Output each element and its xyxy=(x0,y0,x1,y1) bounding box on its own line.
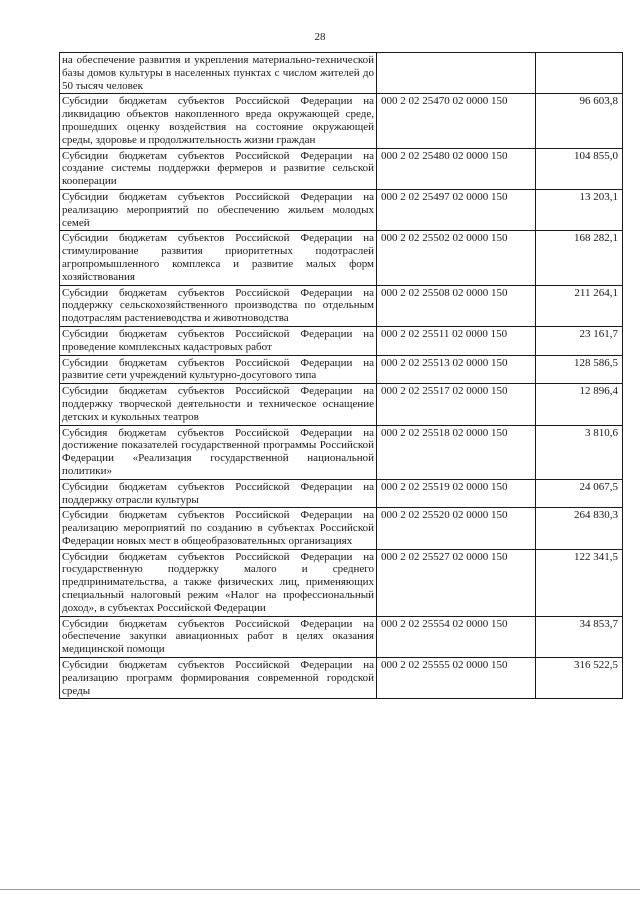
subsidy-sum: 122 341,5 xyxy=(536,549,623,616)
subsidy-name: Субсидии бюджетам субъектов Российской Федерации на реализацию программ формирования современной городской среды xyxy=(60,658,377,699)
subsidy-name: Субсидии бюджетам субъектов Российской Федерации на проведение комплексных кадастровых работ xyxy=(60,326,377,355)
table-row xyxy=(60,355,623,384)
table-row xyxy=(60,549,623,616)
subsidy-sum: 13 203,1 xyxy=(536,189,623,230)
subsidy-name: Субсидии бюджетам субъектов Российской Федерации на ликвидацию объектов накопленного вреда окружающей среде, прошедших оценку воздействия на состояние окружающей среды, здоровье и продолжительность жизни граждан xyxy=(60,94,377,148)
budget-code: 000 2 02 25527 02 0000 150 xyxy=(377,549,536,616)
budget-code: 000 2 02 25518 02 0000 150 xyxy=(377,425,536,479)
budget-code: 000 2 02 25554 02 0000 150 xyxy=(377,616,536,657)
budget-table xyxy=(59,52,623,699)
subsidy-sum: 12 896,4 xyxy=(536,384,623,425)
subsidy-sum: 34 853,7 xyxy=(536,616,623,657)
subsidy-name: Субсидия бюджетам субъектов Российской Федерации на достижение показателей государственной программы Российской Федерации «Реализация государственной национальной политики» xyxy=(60,425,377,479)
table-row xyxy=(60,508,623,549)
budget-code: 000 2 02 25508 02 0000 150 xyxy=(377,285,536,326)
subsidy-name: Субсидии бюджетам субъектов Российской Федерации на поддержку сельскохозяйственного производства по отдельным подотраслям растениеводства и животноводства xyxy=(60,285,377,326)
subsidy-name: Субсидии бюджетам субъектов Российской Федерации на создание системы поддержки фермеров и развитие сельской кооперации xyxy=(60,148,377,189)
budget-code: 000 2 02 25502 02 0000 150 xyxy=(377,231,536,285)
budget-code: 000 2 02 25520 02 0000 150 xyxy=(377,508,536,549)
budget-code: 000 2 02 25480 02 0000 150 xyxy=(377,148,536,189)
subsidy-sum: 168 282,1 xyxy=(536,231,623,285)
subsidy-name: Субсидии бюджетам субъектов Российской Федерации на стимулирование развития приоритетных подотраслей агропромышленного комплекса и развитие малых форм хозяйствования xyxy=(60,231,377,285)
subsidy-name: на обеспечение развития и укрепления материально-технической базы домов культуры в населенных пунктах с числом жителей до 50 тысяч человек xyxy=(60,53,377,94)
table-row xyxy=(60,616,623,657)
budget-code xyxy=(377,53,536,94)
subsidy-name: Субсидии бюджетам субъектов Российской Федерации на развитие сети учреждений культурно-досугового типа xyxy=(60,355,377,384)
table-row xyxy=(60,231,623,285)
table-row xyxy=(60,658,623,699)
budget-code: 000 2 02 25517 02 0000 150 xyxy=(377,384,536,425)
budget-code: 000 2 02 25470 02 0000 150 xyxy=(377,94,536,148)
subsidy-name: Субсидии бюджетам субъектов Российской Федерации на государственную поддержку малого и среднего предпринимательства, а также физических лиц, применяющих специальный налоговый режим «Налог на профессиональный доход», в субъектах Российской Федерации xyxy=(60,549,377,616)
budget-code: 000 2 02 25519 02 0000 150 xyxy=(377,479,536,508)
table-row xyxy=(60,94,623,148)
budget-code: 000 2 02 25513 02 0000 150 xyxy=(377,355,536,384)
table-row xyxy=(60,148,623,189)
subsidy-sum: 24 067,5 xyxy=(536,479,623,508)
subsidy-name: Субсидии бюджетам субъектов Российской Федерации на поддержку отрасли культуры xyxy=(60,479,377,508)
subsidy-sum: 3 810,6 xyxy=(536,425,623,479)
page-number: 28 xyxy=(314,31,326,43)
table-row xyxy=(60,479,623,508)
subsidy-name: Субсидии бюджетам субъектов Российской Федерации на реализацию мероприятий по обеспечению жильем молодых семей xyxy=(60,189,377,230)
table-row xyxy=(60,384,623,425)
budget-code: 000 2 02 25511 02 0000 150 xyxy=(377,326,536,355)
budget-code: 000 2 02 25497 02 0000 150 xyxy=(377,189,536,230)
subsidy-name: Субсидии бюджетам субъектов Российской Федерации на обеспечение закупки авиационных работ в целях оказания медицинской помощи xyxy=(60,616,377,657)
subsidy-sum: 316 522,5 xyxy=(536,658,623,699)
table-row xyxy=(60,285,623,326)
subsidy-name: Субсидии бюджетам субъектов Российской Федерации на реализацию мероприятий по созданию в субъектах Российской Федерации новых мест в общеобразовательных организациях xyxy=(60,508,377,549)
table-row xyxy=(60,425,623,479)
table-row xyxy=(60,189,623,230)
subsidy-sum: 104 855,0 xyxy=(536,148,623,189)
subsidy-sum: 211 264,1 xyxy=(536,285,623,326)
table-row xyxy=(60,326,623,355)
subsidy-sum: 128 586,5 xyxy=(536,355,623,384)
subsidy-name: Субсидии бюджетам субъектов Российской Федерации на поддержку творческой деятельности и техническое оснащение детских и кукольных театров xyxy=(60,384,377,425)
subsidy-sum: 96 603,8 xyxy=(536,94,623,148)
budget-code: 000 2 02 25555 02 0000 150 xyxy=(377,658,536,699)
table-row xyxy=(60,53,623,94)
page-bottom-rule xyxy=(0,889,640,890)
subsidy-sum xyxy=(536,53,623,94)
subsidy-sum: 264 830,3 xyxy=(536,508,623,549)
subsidy-sum: 23 161,7 xyxy=(536,326,623,355)
